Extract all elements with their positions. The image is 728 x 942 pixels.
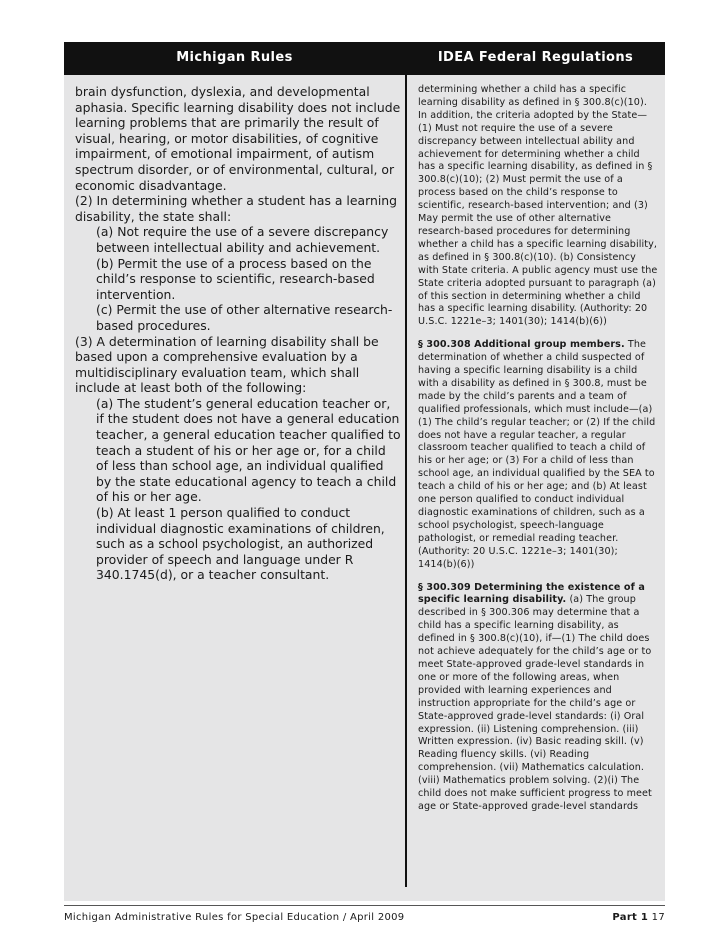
footer-page bbox=[612, 912, 665, 923]
rule-subparagraph: (c) Permit the use of other alternative research-based procedures. bbox=[96, 302, 393, 333]
section-300-309 bbox=[418, 582, 658, 814]
idea-regulations-heading: IDEA Federal Regulations bbox=[437, 50, 634, 65]
rule-subparagraph: (b) Permit the use of a process based on the child’s response to scientific, research-based intervention. bbox=[96, 255, 375, 302]
section-300-309-body: (a) The group described in § 300.306 may determine that a child has a specific learning disability, as defined in § 300.8(c)(10), if—(1) The child does not achieve adequately for the child’s age or to meet State-approved grade-level standards in one or more of the following areas, when provided with learning experiences and instruction appropriate for the child’s age or State-approved grade-level standards: (i) Oral expression. (ii) Listening comprehension. (iii) Written expression. (iv) Basic reading skill. (v) Reading fluency skills. (vi) Reading comprehension. (vii) Mathematics calculation. (viii) Mathematics problem solving. (2)(i) The child does not make sufficient progress to meet age or State-approved grade-level standards bbox=[418, 594, 652, 812]
michigan-rules-heading: Michigan Rules bbox=[176, 50, 293, 65]
section-300-308-title: § 300.308 Additional group members. bbox=[418, 339, 625, 351]
section-300-308 bbox=[418, 339, 658, 571]
page-footer bbox=[64, 912, 665, 923]
michigan-rules-column bbox=[75, 84, 401, 583]
rule-paragraph: (2) In determining whether a student has a learning disability, the state shall: bbox=[75, 193, 397, 224]
regulation-intro: determining whether a child has a specific learning disability as defined in § 300.8(c)(10). In addition, the criteria adopted by the State—(1) Must not require the use of a severe discrepancy between intellectual ability and achievement for determining whether a child has a specific learning disability, as defined in § 300.8(c)(10); (2) Must permit the use of a process based on the child’s response to scientific, research-based intervention; and (3) May permit the use of other alternative research-based procedures for determining whether a child has a specific learning disability, as defined in § 300.8(c)(10). (b) Consistency with State criteria. A public agency must use the State criteria adopted pursuant to paragraph (a) of this section in determining whether a child has a specific learning disability. (Authority: 20 U.S.C. 1221e–3; 1401(30); 1414(b)(6)) bbox=[418, 84, 658, 328]
footer-rule bbox=[64, 905, 665, 906]
idea-regulations-column bbox=[418, 84, 658, 814]
column-divider bbox=[405, 75, 407, 887]
footer-part-label: Part 1 bbox=[612, 912, 649, 923]
rule-paragraph: (3) A determination of learning disability shall be based upon a comprehensive evaluation by a multidisciplinary evaluation team, which shall include at least both of the following: bbox=[75, 333, 379, 396]
section-300-308-body: The determination of whether a child suspected of having a specific learning disability is a child with a disability as defined in § 300.8, must be made by the child’s parents and a team of qualified professionals, which must include—(a) (1) The child’s regular teacher; or (2) If the child does not have a regular teacher, a regular classroom teacher qualified to teach a child of his or her age; or (3) For a child of less than school age, an individual qualified by the SEA to teach a child of his or her age; and (b) At least one person qualified to conduct individual diagnostic examinations of children, such as a school psychologist, speech-language pathologist, or remedial reading teacher. (Authority: 20 U.S.C. 1221e–3; 1401(30); 1414(b)(6)) bbox=[418, 339, 656, 570]
footer-publication: Michigan Administrative Rules for Special Education / April 2009 bbox=[64, 912, 405, 923]
section-300-309-title: § 300.309 Determining the existence of a specific learning disability. bbox=[418, 581, 645, 606]
rule-subparagraph: (b) At least 1 person qualified to conduct individual diagnostic examinations of children, such as a school psychologist, an authorized provider of speech and language under R 340.1745(d), or a teacher consultant. bbox=[96, 505, 385, 583]
footer-page-number: 17 bbox=[651, 912, 665, 923]
rule-paragraph: brain dysfunction, dyslexia, and developmental aphasia. Specific learning disability does not include learning problems that are primarily the result of visual, hearing, or motor disabilities, of cognitive impairment, of emotional impairment, of autism spectrum disorder, or of environmental, cultural, or economic disadvantage. bbox=[75, 84, 401, 193]
table-header bbox=[64, 42, 665, 75]
rule-subparagraph: (a) Not require the use of a severe discrepancy between intellectual ability and achievement. bbox=[96, 224, 389, 255]
rule-subparagraph: (a) The student’s general education teacher or, if the student does not have a general education teacher, a general education teacher qualified to teach a student of his or her age or, for a child of less than school age, an individual qualified by the state educational agency to teach a child of his or her age. bbox=[96, 395, 401, 505]
